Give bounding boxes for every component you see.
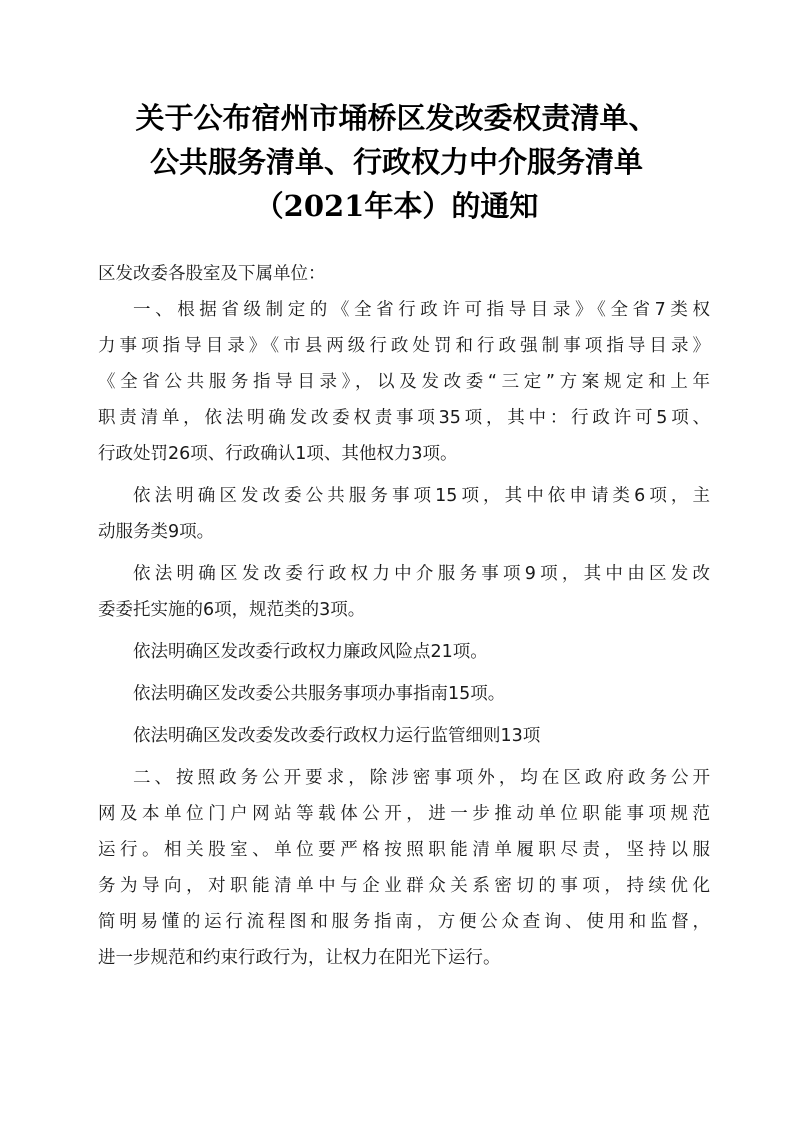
paragraph-item-3 [98,556,710,628]
title-line-2: 公共服务清单、行政权力中介服务清单 [149,145,643,179]
title-line-1: 关于公布宿州市埇桥区发改委权责清单、 [135,101,658,135]
paragraph-line: 委委托实施的6项，规范类的3项。 [98,600,366,620]
paragraph-line: 依法明确区发改委公共服务事项办事指南15项。 [133,684,506,704]
paragraph-line: 行政处罚26项、行政确认1项、其他权力3项。 [98,444,458,464]
paragraph-line: 依法明确区发改委行政权力中介服务事项9项，其中由区发改 [133,564,710,584]
salutation: 区发改委各股室及下属单位： [98,264,326,284]
paragraph-item-2 [98,478,710,550]
paragraph-line: 依法明确区发改委行政权力廉政风险点21项。 [133,642,488,662]
paragraph-item-4 [98,634,710,670]
document-body [98,256,710,976]
paragraph-line: 一、根据省级制定的《全省行政许可指导目录》《全省7类权 [133,300,710,320]
paragraph-item-6 [98,718,710,754]
document-title [0,96,793,228]
paragraph-line: 二、按照政务公开要求，除涉密事项外，均在区政府政务公开 [133,768,710,788]
paragraph-line: 运行。相关股室、单位要严格按照职能清单履职尽责，坚持以服 [98,840,710,860]
paragraph-line: 简明易懂的运行流程图和服务指南，方便公众查询、使用和监督， [98,912,710,932]
paragraph-line: 网及本单位门户网站等载体公开，进一步推动单位职能事项规范 [98,804,710,824]
paragraph-line: 《全省公共服务指导目录》，以及发改委“三定”方案规定和上年 [98,372,710,392]
title-line-3: （2021年本）的通知 [254,189,539,223]
paragraph-line: 依法明确区发改委发改委行政权力运行监管细则13项 [133,726,541,746]
paragraph-item-7 [98,760,710,976]
paragraph-line: 依法明确区发改委公共服务事项15项，其中依申请类6项，主 [133,486,710,506]
paragraph-item-1 [98,292,710,472]
paragraph-line: 进一步规范和约束行政行为，让权力在阳光下运行。 [98,948,501,968]
paragraph-line: 动服务类9项。 [98,522,215,542]
paragraph-item-5 [98,676,710,712]
paragraph-line: 力事项指导目录》《市县两级行政处罚和行政强制事项指导目录》 [98,336,710,356]
paragraph-line: 务为导向，对职能清单中与企业群众关系密切的事项，持续优化 [98,876,710,896]
paragraph-line: 职责清单，依法明确发改委权责事项35项，其中：行政许可5项、 [98,408,710,428]
